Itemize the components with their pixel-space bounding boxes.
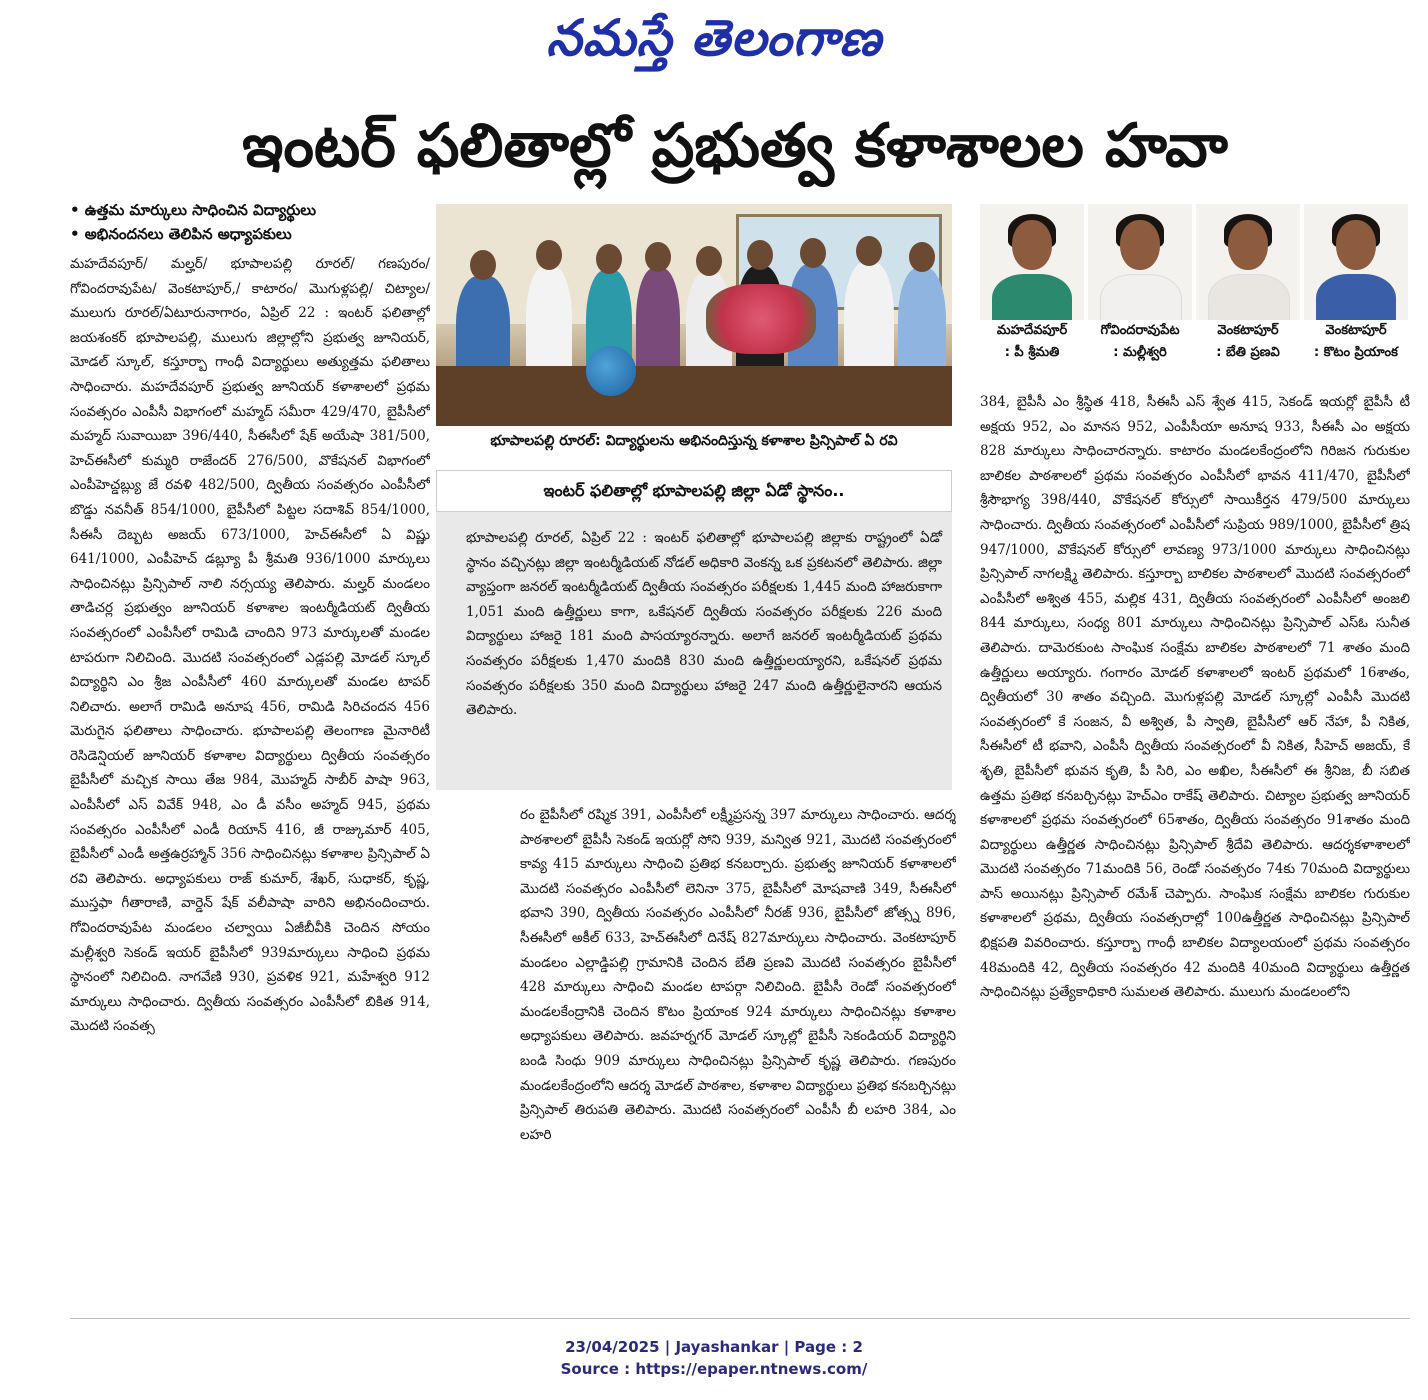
portrait-photo bbox=[980, 204, 1084, 320]
bullet-item: • అభినందనలు తెలిపిన అధ్యాపకులు bbox=[70, 225, 292, 243]
article-column-1 bbox=[70, 252, 430, 1307]
box-body: భూపాలపల్లి రూరల్, ఏప్రిల్ 22 : ఇంటర్ ఫలితాల్లో భూపాలపల్లి జిల్లాకు రాష్ట్రంలో ఏడో స్థానం వచ్చినట్లు జిల్లా ఇంటర్మీడియట్ నోడల్ అధికారి వెంకన్న ఒక ప్రకటనలో తెలిపారు. జిల్లా వ్యాప్తంగా జనరల్ ఇంటర్మీడియట్ ద్వితీయ సంవత్సరం పరీక్షలకు 1,445 మంది హాజరుకాగా 1,051 మంది ఉత్తీర్ణులు కాగా, ఒకేషనల్ ద్వితీయ సంవత్సరం పరీక్షలకు 226 మంది విద్యార్థులు హాజరై 181 మంది పాసయ్యారన్నారు. అలాగే జనరల్ ఇంటర్మీడియట్ ప్రథమ సంవత్సరం పరీక్షలకు 1,470 మందికి 830 మంది ఉత్తీర్ణులయ్యారని, ఒకేషనల్ ప్రథమ సంవత్సరం పరీక్షలకు 350 మంది విద్యార్థులు హాజరై 247 మంది ఉత్తీర్ణులైనారని ఆయన తెలిపారు. bbox=[466, 530, 942, 719]
portrait-place: గోవిందరావుపేట bbox=[1100, 323, 1180, 338]
portrait-name: : బేతి ప్రణవి bbox=[1216, 345, 1280, 360]
globe-icon bbox=[586, 346, 636, 396]
portrait bbox=[1088, 204, 1192, 364]
column-text: రం బైపీసీలో రష్మిక 391, ఎంపీసీలో లక్ష్మీప్రసన్న 397 మార్కులు సాధించారు. ఆదర్శ పాఠశాలలో బైపీసీ సెకండ్ ఇయర్లో సోని 939, మన్విత 921, మొదటి సంవత్సరంలో కావ్య 415 మార్కులు సాధించి ప్రతిభ కనబర్చారు. ప్రభుత్వ జూనియర్ కళాశాలలో మొదటి సంవత్సరం ఎంపీసీలో లెనినా 375, బైపీసీలో మోషవాణి 349, సీఈసీలో భవాని 390, ద్వితీయ సంవత్సరం ఎంపీసీలో నీరజ్ 936, బైపీసీలో జోత్స్న 896, సీఈసీలో అకీల్ 633, హెచ్ఈసీలో దినేష్ 827మార్కులు సాధించారు. వెంకటాపూర్ మండలం ఎల్లాడ్డిపల్లి గ్రామానికి చెందిన బేతి ప్రణవి మొదటి సంవత్సరం బైపీసీలో 428 మార్కులు సాధించి మండల టాపర్గా నిలిచింది. బైపీసీ రెండో సంవత్సరంలో మండలకేంద్రానికి చెందిన కొటం ప్రియాంక 924 మార్కులు సాధించినట్లు కళాశాల అధ్యాపకులు తెలిపారు. జవహర్నగర్ మోడల్ స్కూల్లో బైపీసీ సెకండియర్ విద్యార్థిని బండి సింధు 909 మార్కులు సాధించినట్లు ప్రిన్సిపాల్ కృష్ణ తెలిపారు. గణపురం మండలకేంద్రంలోని ఆదర్శ మోడల్ పాఠశాల, కళాశాల విద్యార్థులు ప్రతిభ కనబర్చినట్లు ప్రిన్సిపాల్ తిరుపతి తెలిపారు. మొదటి సంవత్సరంలో ఎంపీసీ బీ లహరి 384, ఎం లహరి bbox=[520, 807, 956, 1143]
portrait-place: వెంకటాపూర్ bbox=[1217, 323, 1279, 338]
box-title: ఇంటర్ ఫలితాల్లో భూపాలపల్లి జిల్లా ఏడో స్థానం.. bbox=[436, 470, 952, 512]
photo-desk bbox=[436, 366, 952, 426]
portrait-name: : కొటం ప్రియాంక bbox=[1314, 345, 1398, 360]
headline: ఇంటర్ ఫలితాల్లో ప్రభుత్వ కళాశాలల హవా bbox=[242, 111, 1228, 181]
sidebar-box bbox=[436, 470, 952, 790]
column-text: మహదేవపూర్/ మల్హర్/ భూపాలపల్లి రూరల్/ గణపురం/ గోవిందరావుపేట/ వెంకటాపూర్,/ కాటారం/ మొగుళ్లపల్లి/ చిట్యాల/ ములుగు రూరల్/ఏటూరునాగారం, ఏప్రిల్ 22 : ఇంటర్ ఫలితాల్లో జయశంకర్ భూపాలపల్లి, ములుగు జిల్లాల్లోని ప్రభుత్వ జూనియర్, మోడల్ స్కూల్, కస్తూర్బా గాంధీ విద్యార్థులు అత్యుత్తమ ఫలితాలు సాధించారు. మహదేవపూర్ ప్రభుత్వ జూనియర్ కళాశాలలో ప్రథమ సంవత్సరం ఎంపీసీ విభాగంలో మహ్మద్ సమీరా 429/470, బైపీసీలో మహ్మద్ సువాయిబా 396/440, సీఈసీలో షేక్ అయేషా 381/500, హెచ్ఈసీలో కుమ్మరి రాజేందర్ 276/500, వొకేషనల్ విభాగంలో ఎంపీహెచ్డబ్ల్యు జే రవళి 482/500, ద్వితీయ సంవత్సరం ఎంపీసీలో బొడ్డు నవనీత్ 854/1000, బైపీసీలో పిట్టల సదాశివ్ 854/1000, సీఈసీ దెబ్బట అజయ్ 673/1000, హెచ్ఈసీలో ఏ విష్ణు 641/1000, ఎంపీహెచ్ డబ్ల్యూ పీ శ్రీమతి 936/1000 మార్కులు సాధించినట్లు ప్రిన్సిపాల్ నాలి నర్సయ్య తెలిపారు. మల్హర్ మండలం తాడిచర్ల ప్రభుత్వం జూనియర్ కళాశాల ఇంటర్మీడియట్ ద్వితీయ సంవత్సరంలో ఎంపీసీలో రామిడి చాందిని 973 మార్కులతో మండల టాపరుగా నిలిచింది. మొదటి సంవత్సరంలో ఎడ్లపల్లి మోడల్ స్కూల్ విద్యార్థిని ఎం శ్రీజ ఎంపీసీలో 460 మార్కులతో మండల టాపర్ నిలిచారు. అలాగే రామిడి అనూష 456, రామిడి సిరిచందన 456 మెరుగైన ఫలితాలు సాధించారు. భూపాలపల్లి తెలంగాణ మైనారిటీ రెసిడెన్షియల్ జూనియర్ కళాశాల విద్యార్థులు ద్వితీయ సంవత్సరం బైపీసీలో మచ్చిక సాయి తేజ 984, మొహ్మద్ సాబీర్ పాషా 963, ఎంపీసీలో ఎస్ వివేక్ 948, ఎం డీ వసీం అహ్మద్ 945, ప్రథమ సంవత్సరం ఎంపీసీలో ఎండీ రియాన్ 416, జీ రాజ్కుమార్ 405, బైపీసీలో ఎండీ అత్తఉర్రహ్మాన్ 356 సాధించినట్లు కళాశాల ప్రిన్సిపాల్ ఏ రవి తెలిపారు. అధ్యాపకులు రాజ్ కుమార్, శేఖర్, సుధాకర్, కృష్ణ, ముస్తఫా గీతారాణి, వార్డెన్ షేక్ వలీపాషా వారిని అభినందించారు. గోవిందరావుపేట మండలం చల్వాయి ఏజీబీవీకి చెందిన సోయం మల్లీశ్వరి సెకండ్ ఇయర్ బైపీసీలో 939మార్కులు సాధించి ప్రథమ స్థానంలో నిలిచింది. నాగవేణి 930, ప్రవళిక 921, మహేశ్వరి 912 మార్కులు సాధించారు. ద్వితీయ సంవత్సరం ఎంపీసీలో బికిత 914, మొదటి సంవత్స bbox=[70, 256, 430, 1035]
group-photo bbox=[436, 204, 952, 426]
column-text: 384, బైపీసీ ఎం శ్రీస్థిత 418, సీఈసీ ఎస్ శ్వేత 415, సెకండ్ ఇయర్లో బైపీసీ టీ అక్షయ 952, ఎం మానస 952, ఎంపీసీయా అనూష 933, సీఈసీ ఎం అక్షయ 828 మార్కులు సాధించారన్నారు. కాటారం మండలకేంద్రంలోని గిరిజన గురుకుల బాలికల పాఠశాలలో ప్రథమ సంవత్సరం ఎంపీసీలో భావన 411/470, బైపీసీలో శ్రీసౌభాగ్య 398/440, వొకేషనల్ కోర్సులో సాయికీర్తన 479/500 మార్కులు సాధించారు. ద్వితీయ సంవత్సరంలో ఎంపీసీలో సుప్రియ 989/1000, బైపీసీలో త్రిష 947/1000, వొకేషనల్ కోర్సులో లావణ్య 973/1000 మార్కులు సాధించినట్లు ప్రిన్సిపాల్ నాగలక్ష్మి తెలిపారు. కస్తూర్బా బాలికల పాఠశాలలో మొదటి సంవత్సరంలో ఎంపీసీలో అశ్విత 455, మల్లిక 431, ద్వితీయ సంవత్సరంలో ఎంపీసీలో అంజలి 844 మార్కులు, సంధ్య 801 మార్కులు సాధించినట్లు ప్రిన్సిపాల్ ఎస్ఓ సునీత తెలిపారు. దామెరకుంట సాంఘిక సంక్షేమ బాలికల పాఠశాలలో 71 శాతం మంది ఉత్తీర్ణులు అయ్యారు. గంగారం మోడల్ కళాశాలలో ఇంటర్ ప్రథమలో 16శాతం, ద్వితీయలో 30 శాతం వచ్చింది. మొగుళ్లపల్లి మోడల్ స్కూల్లో ఎంపీసీ మొదటి సంవత్సరంలో కే సంజన, వీ అశ్విత, పీ స్వాతి, బైపీసీలో ఆర్ నేహా, పీ నికిత, సీఈసీలో టీ భవాని, ఎంపీసీ ద్వితీయ సంవత్సరంలో వీ నికిత, సీహెచ్ అజయ్, కే శృతి, బైపీసీలో భువన కృతి, పీ సిరి, ఎం అఖిల, సీఈసీలో ఈ శ్రీనిజ, బీ సబిత ఉత్తమ ప్రతిభ కనబర్చినట్లు హెచ్ఎం రాకేష్ తెలిపారు. చిట్యాల ప్రభుత్వ జూనియర్ కళాశాలలో ప్రథమ సంవత్సరంలో 65శాతం, ద్వితీయ సంవత్సరం 91శాతం మంది విద్యార్థులు ఉత్తీర్ణత సాధించినట్లు ప్రిన్సిపాల్ శ్రీదేవి తెలిపారు. ఆదర్శకళాశాలలో మొదటి సంవత్సరం 71మందికి 56, రెండో సంవత్సరం 74కు 70మంది విద్యార్థులు పాస్ అయినట్లు ప్రిన్సిపాల్ రమేశ్ చెప్పారు. సాంఘిక సంక్షేమ బాలికల గురుకుల కళాశాలలో ప్రథమ, ద్వితీయ సంవత్సరాల్లో 100ఉత్తీర్ణత సాధించినట్లు ప్రిన్సిపాల్ భిక్షపతి వివరించారు. కస్తూర్బా గాంధీ బాలికల విద్యాలయంలో ప్రథమ సంవత్సరం 48మందికి 42, ద్వితీయ సంవత్సరం 42 మందికి 40మంది విద్యార్థులు ఉత్తీర్ణత సాధించినట్లు ప్రత్యేకాధికారి సుమలత తెలిపారు. ములుగు మండలంలోని bbox=[980, 394, 1410, 1001]
photo-caption: భూపాలపల్లి రూరల్: విద్యార్థులను అభినందిస్తున్న కళాశాల ప్రిన్సిపాల్ ఏ రవి bbox=[490, 433, 898, 449]
portrait bbox=[1196, 204, 1300, 364]
portrait-place: మహదేవపూర్ bbox=[996, 323, 1068, 338]
article-column-3 bbox=[980, 390, 1410, 1307]
bullet-list bbox=[70, 198, 430, 246]
masthead-logo: నమస్తే తెలంగాణ bbox=[546, 9, 882, 67]
portrait-photo bbox=[1196, 204, 1300, 320]
portrait-name: : మల్లీశ్వరి bbox=[1113, 345, 1167, 360]
bouquet bbox=[706, 284, 816, 354]
portrait-name: : పీ శ్రీమతి bbox=[1004, 345, 1060, 360]
bullet-item: • ఉత్తమ మార్కులు సాధించిన విద్యార్థులు bbox=[70, 201, 317, 219]
footer-date-page: 23/04/2025 | Jayashankar | Page : 2 bbox=[565, 1338, 863, 1356]
portrait-place: వెంకటాపూర్ bbox=[1325, 323, 1387, 338]
portrait bbox=[1304, 204, 1408, 364]
footer-source: Source : https://epaper.ntnews.com/ bbox=[560, 1360, 868, 1378]
portrait-photo bbox=[1088, 204, 1192, 320]
bottom-divider bbox=[70, 1318, 1410, 1319]
portrait-photo bbox=[1304, 204, 1408, 320]
portrait-strip bbox=[980, 204, 1410, 384]
article-column-2 bbox=[520, 803, 956, 1307]
footer bbox=[0, 1336, 1428, 1380]
portrait bbox=[980, 204, 1084, 364]
